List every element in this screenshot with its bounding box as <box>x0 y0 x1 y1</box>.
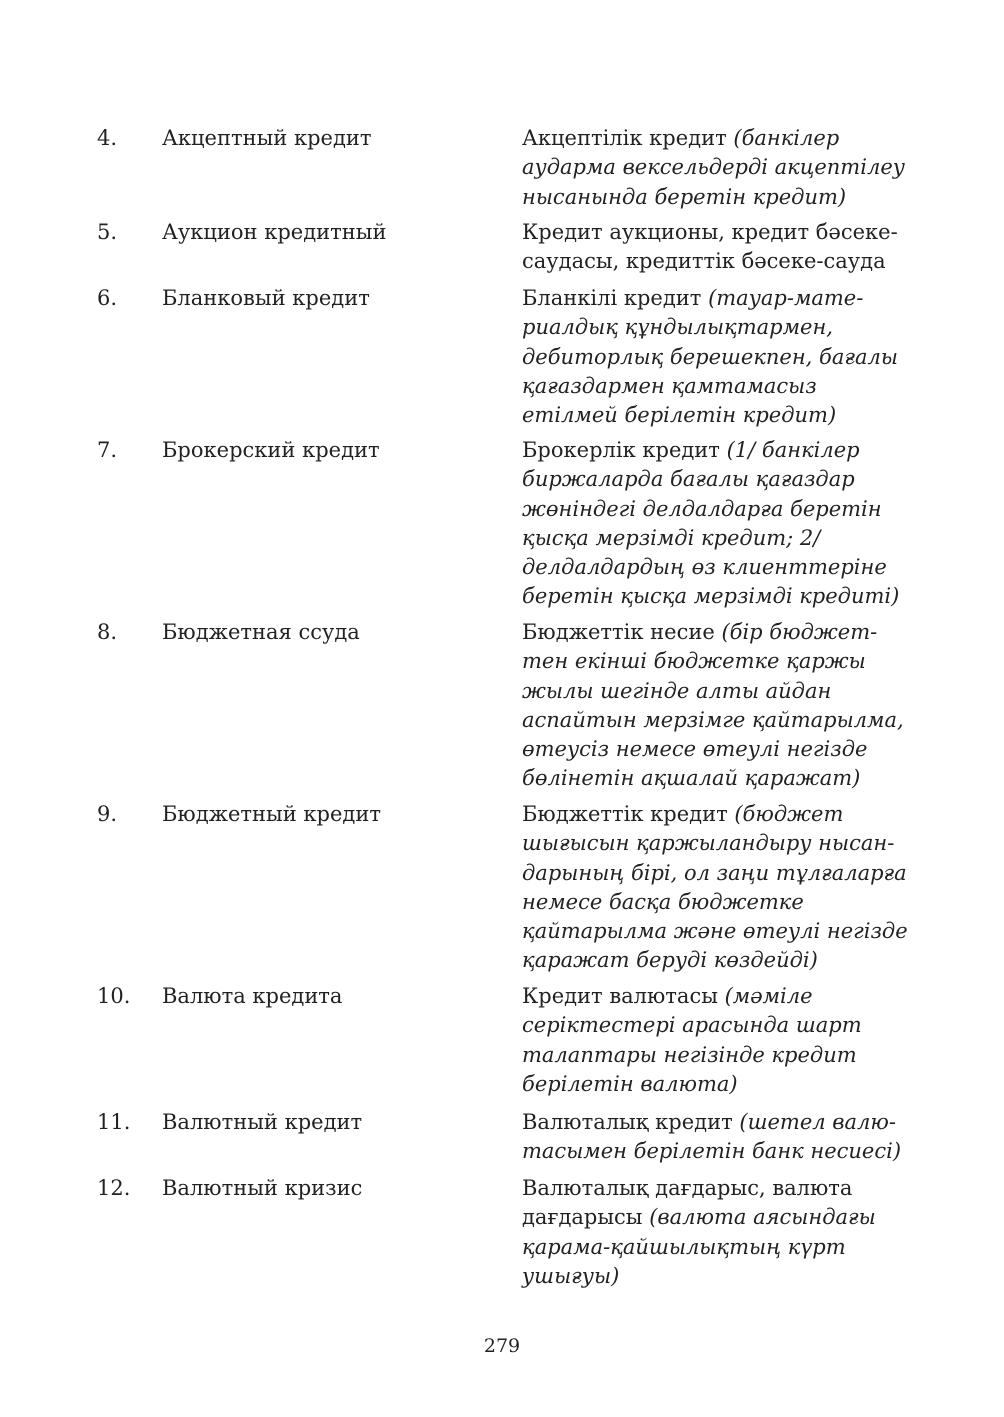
definition-explanation: өтеусіз немесе өтеулі негізде <box>522 737 868 762</box>
definition-line <box>522 218 922 247</box>
kazakh-term: Валюталық дағдарыс, валюта <box>522 1176 853 1200</box>
definition-explanation: тен екінші бюджетке қаржы <box>522 649 866 674</box>
kazakh-term: Брокерлік кредит <box>522 438 727 462</box>
kazakh-definition <box>522 618 922 794</box>
russian-term: Аукцион кредитный <box>162 220 387 244</box>
kazakh-term: Валюталық кредит <box>522 1110 740 1134</box>
definition-explanation: (шетел валю- <box>739 1110 896 1134</box>
definition-line <box>522 124 922 153</box>
entry-number: 7. <box>97 438 118 462</box>
definition-line <box>522 677 922 706</box>
kazakh-term: Бланкілі кредит <box>522 286 709 310</box>
russian-term: Акцептный кредит <box>162 126 372 150</box>
definition-line <box>522 618 922 647</box>
russian-term: Валюта кредита <box>162 984 343 1008</box>
definition-line <box>522 401 922 430</box>
entry-number: 6. <box>97 286 118 310</box>
definition-explanation: аударма вексельдерді акцептілеу <box>522 155 905 180</box>
definition-line <box>522 1070 922 1099</box>
page-number: 279 <box>483 1335 521 1357</box>
definition-line <box>522 313 922 342</box>
definition-line <box>522 582 922 611</box>
definition-line <box>522 284 922 313</box>
definition-explanation: (1/ банкілер <box>726 438 860 462</box>
definition-explanation: дарының бірі, ол заңи тұлғаларға <box>522 860 907 885</box>
definition-line <box>522 859 922 888</box>
kazakh-term: саудасы, кредиттік бәсеке-сауда <box>522 249 886 274</box>
entry-number: 8. <box>97 620 118 644</box>
definition-explanation: қаражат беруді көздейді) <box>522 948 818 973</box>
definition-explanation: (валюта аясындағы <box>649 1205 876 1230</box>
kazakh-term: Акцептілік кредит <box>522 126 734 150</box>
definition-line <box>522 436 922 465</box>
russian-term: Валютный кредит <box>162 1110 363 1134</box>
kazakh-definition <box>522 124 922 212</box>
definition-line <box>522 647 922 676</box>
definition-explanation: ушығуы) <box>522 1263 620 1288</box>
definition-explanation: (тауар-мате- <box>708 286 864 310</box>
definition-explanation: бөлінетін ақшалай қаражат) <box>522 766 861 791</box>
definition-line <box>522 982 922 1011</box>
definition-explanation: (бір бюджет- <box>721 620 878 644</box>
definition-line <box>522 153 922 182</box>
russian-term: Бланковый кредит <box>162 286 370 310</box>
kazakh-definition <box>522 218 922 277</box>
kazakh-term: дағдарысы <box>522 1205 650 1230</box>
definition-line <box>522 917 922 946</box>
kazakh-term: Бюджеттік кредит <box>522 802 735 826</box>
definition-line <box>522 1011 922 1040</box>
definition-line <box>522 888 922 917</box>
definition-line <box>522 1041 922 1070</box>
entry-number: 10. <box>97 984 131 1008</box>
definition-line <box>522 1233 922 1262</box>
definition-explanation: биржаларда бағалы қағаздар <box>522 467 855 492</box>
definition-line <box>522 247 922 276</box>
kazakh-definition <box>522 982 922 1099</box>
entry-number: 11. <box>97 1110 131 1134</box>
definition-explanation: жылы шегінде алты айдан <box>522 678 832 703</box>
kazakh-definition <box>522 436 922 612</box>
definition-line <box>522 343 922 372</box>
definition-explanation: талаптары негізінде кредит <box>522 1042 857 1067</box>
definition-line <box>522 495 922 524</box>
definition-explanation: нысанында беретін кредит) <box>522 184 847 209</box>
definition-line <box>522 800 922 829</box>
definition-line <box>522 553 922 582</box>
definition-line <box>522 735 922 764</box>
definition-explanation: берілетін валюта) <box>522 1071 738 1096</box>
definition-explanation: серіктестері арасында шарт <box>522 1013 862 1038</box>
definition-explanation: беретін қысқа мерзімді кредиті) <box>522 584 900 609</box>
definition-explanation: қағаздармен қамтамасыз <box>522 373 817 398</box>
kazakh-definition <box>522 800 922 976</box>
definition-line <box>522 465 922 494</box>
definition-explanation: қарама-қайшылықтың күрт <box>522 1234 846 1259</box>
kazakh-definition <box>522 284 922 430</box>
definition-line <box>522 1203 922 1232</box>
entry-number: 5. <box>97 220 118 244</box>
definition-explanation: етілмей берілетін кредит) <box>522 403 837 428</box>
definition-line <box>522 183 922 212</box>
definition-line <box>522 1108 922 1137</box>
definition-line <box>522 1137 922 1166</box>
definition-line <box>522 764 922 793</box>
definition-explanation: (банкілер <box>733 126 840 150</box>
definition-explanation: (мәміле <box>724 984 813 1008</box>
definition-explanation: дебиторлық берешекпен, бағалы <box>522 344 898 369</box>
definition-explanation: қысқа мерзімді кредит; 2/ <box>522 525 821 550</box>
entry-number: 12. <box>97 1176 131 1200</box>
definition-explanation: тасымен берілетін банк несиесі) <box>522 1139 902 1164</box>
definition-line <box>522 372 922 401</box>
definition-line <box>522 829 922 858</box>
definition-line <box>522 946 922 975</box>
russian-term: Бюджетный кредит <box>162 802 381 826</box>
kazakh-term: Кредит валютасы <box>522 984 725 1008</box>
kazakh-term: Бюджеттік несие <box>522 620 722 644</box>
definition-explanation: риалдық құндылықтармен, <box>522 315 833 340</box>
definition-explanation: делдалдардың өз клиенттеріне <box>522 555 887 580</box>
russian-term: Бюджетная ссуда <box>162 620 360 644</box>
kazakh-definition <box>522 1108 922 1167</box>
russian-term: Валютный кризис <box>162 1176 363 1200</box>
definition-explanation: (бюджет <box>734 802 844 826</box>
definition-line <box>522 1174 922 1203</box>
definition-line <box>522 706 922 735</box>
definition-line <box>522 524 922 553</box>
kazakh-definition <box>522 1174 922 1291</box>
definition-explanation: қайтарылма және өтеулі негізде <box>522 919 908 944</box>
definition-line <box>522 1262 922 1291</box>
kazakh-term: Кредит аукционы, кредит бәсеке- <box>522 220 898 244</box>
entry-number: 4. <box>97 126 118 150</box>
definition-explanation: шығысын қаржыландыру нысан- <box>522 831 895 856</box>
definition-explanation: аспайтын мерзімге қайтарылма, <box>522 707 904 732</box>
definition-explanation: немесе басқа бюджетке <box>522 889 804 914</box>
entry-number: 9. <box>97 802 118 826</box>
definition-explanation: жөніндегі делдалдарға беретін <box>522 496 882 521</box>
russian-term: Брокерский кредит <box>162 438 380 462</box>
